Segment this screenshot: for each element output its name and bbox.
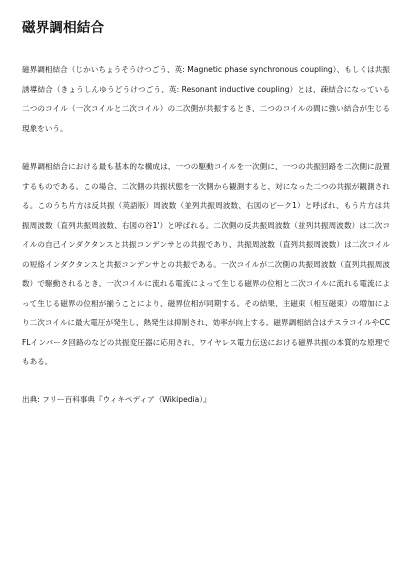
document-title: 磁界調相結合	[22, 20, 105, 36]
source-attribution: 出典: フリー百科事典『ウィキペディア（Wikipedia）』	[22, 394, 211, 404]
document-page	[22, 18, 390, 409]
intro-paragraph: 磁界調相結合（じかいちょうそうけつごう、英: Magnetic phase synchronous coupling）、もしくは共振誘導結合（きょうしんゆうどうけつごう、英: Resonant inductive coupling）とは、疎結合になっている二つのコイル（一次コイルと二次コイル）の二次側が共振するとき、二つのコイルの間に強い結合が生じる現象をいう。	[22, 65, 390, 133]
body-paragraph: 磁界調相結合における最も基本的な構成は、一つの駆動コイルを一次側に、一つの共振回路を二次側に設置するものである。この場合、二次側の共振状態を一次側から観測すると、対になった二つの共振が観測される。このうち片方は反共振（英語版）周波数（並列共振周波数、右図のピーク1）と呼ばれ、もう片方は共振周波数（直列共振周波数、右図の谷1'）と呼ばれる。二次側の反共振周波数（並列共振周波数）は二次コイルの自己インダクタンスと共振コンデンサとの共振であり、共振周波数（直列共振周波数）は二次コイルの短絡インダクタンスと共振コンデンサとの共振である。一次コイルが二次側の共振周波数（直列共振周波数）で駆動されるとき、一次コイルに流れる電流によって生じる磁界の位相と二次コイルに流れる電流によって生じる磁界の位相が揃うことにより、磁界位相が同期する。その結果、主磁束（相互磁束）の増加により二次コイルに最大電圧が発生し、熱発生は抑制され、効率が向上する。磁界調相結合はテスラコイルやCCFLインバータ回路のなどの共振変圧器に応用され、ワイヤレス電力伝送における磁界共振の本質的な原理でもある。	[22, 162, 390, 366]
